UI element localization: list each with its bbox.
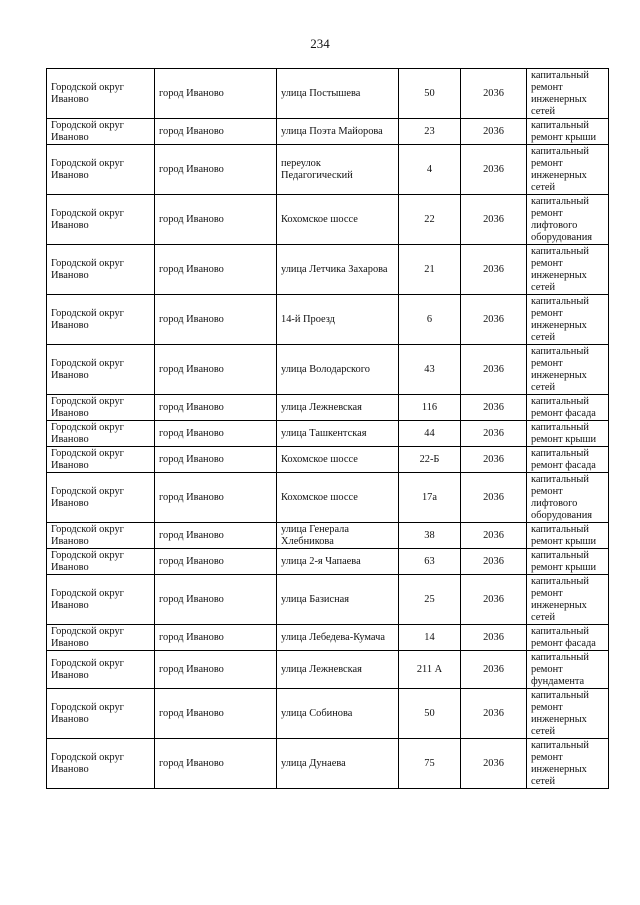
street-cell: улица Дунаева — [277, 739, 399, 789]
year-cell: 2036 — [461, 195, 527, 245]
street-cell: улица Лебедева-Кумача — [277, 625, 399, 651]
city-cell: город Иваново — [155, 473, 277, 523]
district-cell: Городской округ Иваново — [47, 345, 155, 395]
table-row — [47, 395, 609, 421]
street-cell: улица Базисная — [277, 575, 399, 625]
table-row — [47, 739, 609, 789]
street-cell: улица 2-я Чапаева — [277, 549, 399, 575]
table-row — [47, 651, 609, 689]
district-cell: Городской округ Иваново — [47, 195, 155, 245]
street-cell: Кохомское шоссе — [277, 195, 399, 245]
table-row — [47, 295, 609, 345]
house-number-cell: 38 — [399, 523, 461, 549]
city-cell: город Иваново — [155, 395, 277, 421]
house-number-cell: 17а — [399, 473, 461, 523]
district-cell: Городской округ Иваново — [47, 447, 155, 473]
street-cell: улица Постышева — [277, 69, 399, 119]
house-number-cell: 63 — [399, 549, 461, 575]
district-cell: Городской округ Иваново — [47, 395, 155, 421]
work-type-cell: капитальный ремонт инженерных сетей — [527, 69, 609, 119]
city-cell: город Иваново — [155, 689, 277, 739]
street-cell: Кохомское шоссе — [277, 473, 399, 523]
year-cell: 2036 — [461, 651, 527, 689]
house-number-cell: 4 — [399, 145, 461, 195]
work-type-cell: капитальный ремонт крыши — [527, 119, 609, 145]
table-row — [47, 473, 609, 523]
year-cell: 2036 — [461, 523, 527, 549]
street-cell: улица Ташкентская — [277, 421, 399, 447]
year-cell: 2036 — [461, 575, 527, 625]
district-cell: Городской округ Иваново — [47, 473, 155, 523]
work-type-cell: капитальный ремонт инженерных сетей — [527, 345, 609, 395]
year-cell: 2036 — [461, 69, 527, 119]
table-row — [47, 345, 609, 395]
district-cell: Городской округ Иваново — [47, 549, 155, 575]
work-type-cell: капитальный ремонт инженерных сетей — [527, 145, 609, 195]
house-number-cell: 44 — [399, 421, 461, 447]
district-cell: Городской округ Иваново — [47, 739, 155, 789]
year-cell: 2036 — [461, 625, 527, 651]
district-cell: Городской округ Иваново — [47, 119, 155, 145]
district-cell: Городской округ Иваново — [47, 421, 155, 447]
work-type-cell: капитальный ремонт фасада — [527, 625, 609, 651]
table-row — [47, 145, 609, 195]
city-cell: город Иваново — [155, 245, 277, 295]
street-cell: улица Лежневская — [277, 651, 399, 689]
street-cell: переулок Педагогический — [277, 145, 399, 195]
house-number-cell: 116 — [399, 395, 461, 421]
work-type-cell: капитальный ремонт крыши — [527, 549, 609, 575]
work-type-cell: капитальный ремонт лифтового оборудования — [527, 195, 609, 245]
city-cell: город Иваново — [155, 739, 277, 789]
repair-schedule-table — [46, 68, 609, 789]
year-cell: 2036 — [461, 421, 527, 447]
house-number-cell: 75 — [399, 739, 461, 789]
district-cell: Городской округ Иваново — [47, 523, 155, 549]
table-row — [47, 69, 609, 119]
year-cell: 2036 — [461, 739, 527, 789]
house-number-cell: 21 — [399, 245, 461, 295]
street-cell: улица Собинова — [277, 689, 399, 739]
street-cell: улица Лежневская — [277, 395, 399, 421]
house-number-cell: 25 — [399, 575, 461, 625]
district-cell: Городской округ Иваново — [47, 295, 155, 345]
work-type-cell: капитальный ремонт крыши — [527, 523, 609, 549]
district-cell: Городской округ Иваново — [47, 575, 155, 625]
district-cell: Городской округ Иваново — [47, 245, 155, 295]
table-row — [47, 195, 609, 245]
house-number-cell: 23 — [399, 119, 461, 145]
city-cell: город Иваново — [155, 651, 277, 689]
page-number: 234 — [310, 36, 330, 51]
city-cell: город Иваново — [155, 145, 277, 195]
district-cell: Городской округ Иваново — [47, 145, 155, 195]
work-type-cell: капитальный ремонт фасада — [527, 395, 609, 421]
work-type-cell: капитальный ремонт лифтового оборудования — [527, 473, 609, 523]
table-row — [47, 523, 609, 549]
work-type-cell: капитальный ремонт инженерных сетей — [527, 689, 609, 739]
city-cell: город Иваново — [155, 575, 277, 625]
house-number-cell: 14 — [399, 625, 461, 651]
city-cell: город Иваново — [155, 447, 277, 473]
district-cell: Городской округ Иваново — [47, 651, 155, 689]
district-cell: Городской округ Иваново — [47, 689, 155, 739]
work-type-cell: капитальный ремонт фасада — [527, 447, 609, 473]
year-cell: 2036 — [461, 447, 527, 473]
street-cell: улица Поэта Майорова — [277, 119, 399, 145]
city-cell: город Иваново — [155, 295, 277, 345]
year-cell: 2036 — [461, 119, 527, 145]
city-cell: город Иваново — [155, 119, 277, 145]
city-cell: город Иваново — [155, 345, 277, 395]
house-number-cell: 22-Б — [399, 447, 461, 473]
table-row — [47, 447, 609, 473]
year-cell: 2036 — [461, 295, 527, 345]
year-cell: 2036 — [461, 395, 527, 421]
year-cell: 2036 — [461, 549, 527, 575]
year-cell: 2036 — [461, 145, 527, 195]
street-cell: улица Генерала Хлебникова — [277, 523, 399, 549]
house-number-cell: 50 — [399, 69, 461, 119]
district-cell: Городской округ Иваново — [47, 69, 155, 119]
table-row — [47, 421, 609, 447]
work-type-cell: капитальный ремонт инженерных сетей — [527, 575, 609, 625]
table-row — [47, 119, 609, 145]
street-cell: улица Володарского — [277, 345, 399, 395]
city-cell: город Иваново — [155, 625, 277, 651]
house-number-cell: 6 — [399, 295, 461, 345]
city-cell: город Иваново — [155, 195, 277, 245]
work-type-cell: капитальный ремонт фундамента — [527, 651, 609, 689]
city-cell: город Иваново — [155, 421, 277, 447]
district-cell: Городской округ Иваново — [47, 625, 155, 651]
city-cell: город Иваново — [155, 549, 277, 575]
house-number-cell: 22 — [399, 195, 461, 245]
house-number-cell: 211 А — [399, 651, 461, 689]
city-cell: город Иваново — [155, 69, 277, 119]
work-type-cell: капитальный ремонт инженерных сетей — [527, 739, 609, 789]
table-row — [47, 689, 609, 739]
street-cell: 14-й Проезд — [277, 295, 399, 345]
house-number-cell: 50 — [399, 689, 461, 739]
work-type-cell: капитальный ремонт инженерных сетей — [527, 245, 609, 295]
table-row — [47, 245, 609, 295]
year-cell: 2036 — [461, 473, 527, 523]
table-row — [47, 575, 609, 625]
year-cell: 2036 — [461, 689, 527, 739]
work-type-cell: капитальный ремонт крыши — [527, 421, 609, 447]
house-number-cell: 43 — [399, 345, 461, 395]
street-cell: улица Летчика Захарова — [277, 245, 399, 295]
street-cell: Кохомское шоссе — [277, 447, 399, 473]
year-cell: 2036 — [461, 245, 527, 295]
year-cell: 2036 — [461, 345, 527, 395]
city-cell: город Иваново — [155, 523, 277, 549]
work-type-cell: капитальный ремонт инженерных сетей — [527, 295, 609, 345]
table-row — [47, 625, 609, 651]
table-row — [47, 549, 609, 575]
